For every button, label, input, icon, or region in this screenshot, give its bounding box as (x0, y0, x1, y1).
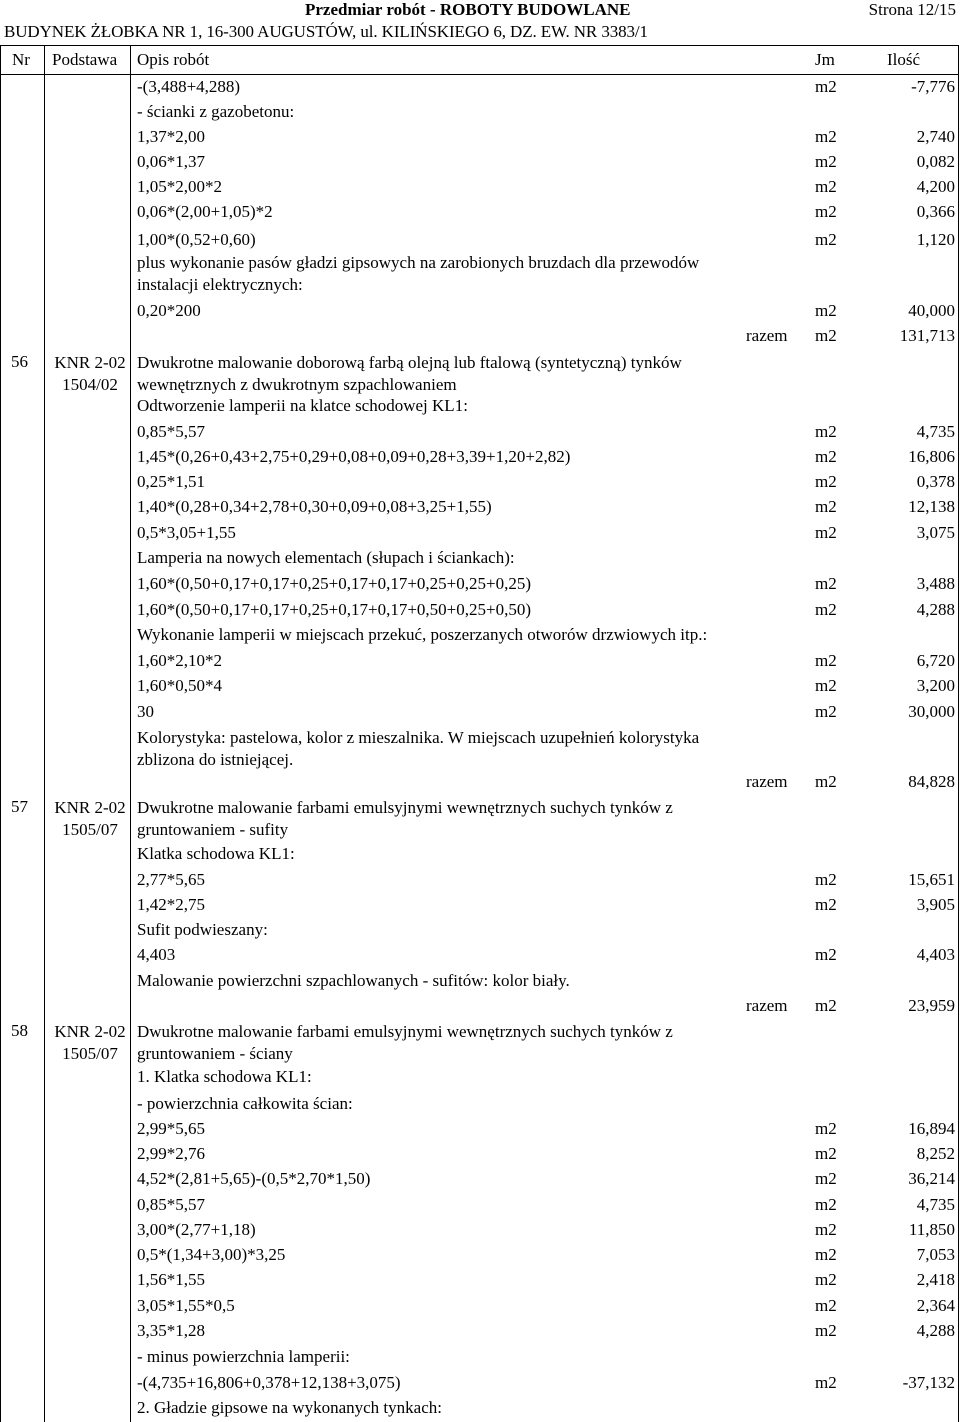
quantity-value: 23,959 (908, 996, 955, 1015)
item-description: 3,35*1,28 (137, 1321, 205, 1340)
unit-label: m2 (815, 1296, 837, 1315)
unit-label: m2 (815, 1144, 837, 1163)
unit-label: m2 (815, 1321, 837, 1340)
unit-label: m2 (815, 301, 837, 320)
quantity-value: 30,000 (908, 702, 955, 721)
quantity-value: -7,776 (911, 77, 955, 96)
unit-label: m2 (815, 600, 837, 619)
quantity-value: 6,720 (916, 651, 955, 670)
quantity-value: 8,252 (916, 1144, 955, 1163)
col-header-jm: Jm (815, 50, 835, 69)
unit-label: m2 (815, 574, 837, 593)
col-divider-podstawa (130, 45, 131, 1422)
unit-label: m2 (815, 870, 837, 889)
item-description: 1,60*(0,50+0,17+0,17+0,25+0,17+0,17+0,25+0,25+0,25) (137, 574, 532, 593)
total-label: razem (746, 996, 788, 1015)
quantity-value: 4,288 (916, 1321, 955, 1340)
quantity-value: 4,735 (916, 422, 955, 441)
item-description: 1,00*(0,52+0,60) (137, 230, 256, 249)
unit-label: m2 (815, 523, 837, 542)
unit-label: m2 (815, 177, 837, 196)
item-description: Odtworzenie lamperii na klatce schodowej KL1: (137, 396, 468, 415)
quantity-value: 4,288 (916, 600, 955, 619)
unit-label: m2 (815, 945, 837, 964)
item-description: 1,42*2,75 (137, 895, 205, 914)
item-basis: KNR 2-02 1505/07 (54, 1022, 126, 1063)
unit-label: m2 (815, 422, 837, 441)
item-description: 1,60*2,10*2 (137, 651, 222, 670)
item-description: 2. Gładzie gipsowe na wykonanych tynkach: (137, 1398, 442, 1417)
unit-label: m2 (815, 1220, 837, 1239)
quantity-value: 3,200 (916, 676, 955, 695)
unit-label: m2 (815, 676, 837, 695)
quantity-value: 4,403 (916, 945, 955, 964)
quantity-value: 0,366 (916, 202, 955, 221)
quantity-value: 3,075 (916, 523, 955, 542)
quantity-value: 36,214 (908, 1169, 955, 1188)
document-title: Przedmiar robót - ROBOTY BUDOWLANE (305, 0, 631, 19)
table-left-border (0, 45, 1, 1422)
quantity-value: 11,850 (908, 1220, 955, 1239)
item-description: 1. Klatka schodowa KL1: (137, 1067, 312, 1086)
unit-label: m2 (815, 772, 837, 791)
item-description: 1,60*0,50*4 (137, 676, 222, 695)
unit-label: m2 (815, 1270, 837, 1289)
header-top-rule (0, 45, 958, 46)
item-description: 1,60*(0,50+0,17+0,17+0,25+0,17+0,17+0,50+0,25+0,50) (137, 600, 532, 619)
item-description: - ścianki z gazobetonu: (137, 102, 295, 121)
item-description: 0,85*5,57 (137, 422, 205, 441)
item-description: plus wykonanie pasów gładzi gipsowych na zarobionych bruzdach dla przewodów instalacji elektrycznych: (137, 253, 700, 294)
item-description: 4,52*(2,81+5,65)-(0,5*2,70*1,50) (137, 1169, 371, 1188)
total-label: razem (746, 772, 788, 791)
item-description: -(4,735+16,806+0,378+12,138+3,075) (137, 1373, 401, 1392)
quantity-value: 2,364 (916, 1296, 955, 1315)
item-description: Wykonanie lamperii w miejscach przekuć, poszerzanych otworów drzwiowych itp.: (137, 625, 708, 644)
quantity-value: -37,132 (902, 1373, 955, 1392)
quantity-value: 16,806 (908, 447, 955, 466)
quantity-value: 0,082 (916, 152, 955, 171)
unit-label: m2 (815, 895, 837, 914)
item-description: 2,77*5,65 (137, 870, 205, 889)
quantity-value: 131,713 (899, 326, 955, 345)
item-description: 1,37*2,00 (137, 127, 205, 146)
unit-label: m2 (815, 447, 837, 466)
item-description: 2,99*5,65 (137, 1119, 205, 1138)
unit-label: m2 (815, 326, 837, 345)
unit-label: m2 (815, 472, 837, 491)
unit-label: m2 (815, 1195, 837, 1214)
quantity-value: 2,740 (916, 127, 955, 146)
quantity-value: 3,905 (916, 895, 955, 914)
item-description: 1,05*2,00*2 (137, 177, 222, 196)
page-header (0, 0, 960, 76)
quantity-value: 4,200 (916, 177, 955, 196)
unit-label: m2 (815, 651, 837, 670)
unit-label: m2 (815, 996, 837, 1015)
item-description: 1,56*1,55 (137, 1270, 205, 1289)
item-description: Dwukrotne malowanie farbami emulsyjnymi wewnętrznych suchych tynków z gruntowaniem - sufity (137, 798, 673, 839)
item-basis: KNR 2-02 1504/02 (54, 353, 126, 394)
unit-label: m2 (815, 1373, 837, 1392)
quantity-value: 4,735 (916, 1195, 955, 1214)
item-description: 3,00*(2,77+1,18) (137, 1220, 256, 1239)
quantity-value: 1,120 (916, 230, 955, 249)
item-description: Malowanie powierzchni szpachlowanych - sufitów: kolor biały. (137, 971, 570, 990)
item-description: Dwukrotne malowanie farbami emulsyjnymi wewnętrznych suchych tynków z gruntowaniem - ściany (137, 1022, 673, 1063)
item-description: 0,20*200 (137, 301, 201, 320)
item-description: Kolorystyka: pastelowa, kolor z mieszalnika. W miejscach uzupełnień kolorystyka zblizona do istniejącej. (137, 728, 700, 769)
col-header-ilosc: Ilość (887, 50, 921, 69)
item-number: 57 (11, 797, 28, 816)
item-description: 4,403 (137, 945, 176, 964)
unit-label: m2 (815, 202, 837, 221)
item-description: 0,85*5,57 (137, 1195, 205, 1214)
col-header-opis: Opis robót (137, 50, 210, 69)
item-description: - minus powierzchnia lamperii: (137, 1347, 350, 1366)
quantity-value: 2,418 (916, 1270, 955, 1289)
unit-label: m2 (815, 702, 837, 721)
item-description: 0,06*(2,00+1,05)*2 (137, 202, 273, 221)
page-number: Strona 12/15 (868, 0, 956, 19)
unit-label: m2 (815, 127, 837, 146)
item-description: 0,25*1,51 (137, 472, 205, 491)
col-divider-nr (44, 45, 45, 1422)
item-description: 3,05*1,55*0,5 (137, 1296, 235, 1315)
unit-label: m2 (815, 77, 837, 96)
table-right-border (958, 45, 959, 1422)
unit-label: m2 (815, 1169, 837, 1188)
item-description: Lamperia na nowych elementach (słupach i ściankach): (137, 548, 515, 567)
quantity-value: 3,488 (916, 574, 955, 593)
quantity-value: 40,000 (908, 301, 955, 320)
quantity-value: 15,651 (908, 870, 955, 889)
total-label: razem (746, 326, 788, 345)
quantity-value: 0,378 (916, 472, 955, 491)
item-description: 1,45*(0,26+0,43+2,75+0,29+0,08+0,09+0,28+3,39+1,20+2,82) (137, 447, 571, 466)
quantity-value: 12,138 (908, 497, 955, 516)
item-description: Dwukrotne malowanie doborową farbą olejną lub ftalową (syntetyczną) tynków wewnętrznych z dwukrotnym szpachlowaniem (137, 353, 682, 394)
unit-label: m2 (815, 1245, 837, 1264)
item-description: 0,5*(1,34+3,00)*3,25 (137, 1245, 286, 1264)
item-description: 1,40*(0,28+0,34+2,78+0,30+0,09+0,08+3,25+1,55) (137, 497, 492, 516)
unit-label: m2 (815, 497, 837, 516)
item-number: 56 (11, 352, 28, 371)
unit-label: m2 (815, 1119, 837, 1138)
item-basis: KNR 2-02 1505/07 (54, 798, 126, 839)
quantity-value: 16,894 (908, 1119, 955, 1138)
item-description: - powierzchnia całkowita ścian: (137, 1094, 353, 1113)
col-header-nr: Nr (12, 50, 30, 69)
quantity-value: 7,053 (916, 1245, 955, 1264)
unit-label: m2 (815, 230, 837, 249)
item-description: 2,99*2,76 (137, 1144, 205, 1163)
item-description: Klatka schodowa KL1: (137, 844, 295, 863)
quantity-value: 84,828 (908, 772, 955, 791)
item-description: 30 (137, 702, 154, 721)
col-header-podstawa: Podstawa (52, 50, 118, 69)
project-subtitle: BUDYNEK ŻŁOBKA NR 1, 16-300 AUGUSTÓW, ul. KILIŃSKIEGO 6, DZ. EW. NR 3383/1 (4, 22, 648, 41)
item-description: Sufit podwieszany: (137, 920, 268, 939)
unit-label: m2 (815, 152, 837, 171)
item-description: -(3,488+4,288) (137, 77, 241, 96)
item-description: 0,06*1,37 (137, 152, 205, 171)
item-number: 58 (11, 1021, 28, 1040)
item-description: 0,5*3,05+1,55 (137, 523, 236, 542)
header-bottom-rule (0, 74, 958, 75)
